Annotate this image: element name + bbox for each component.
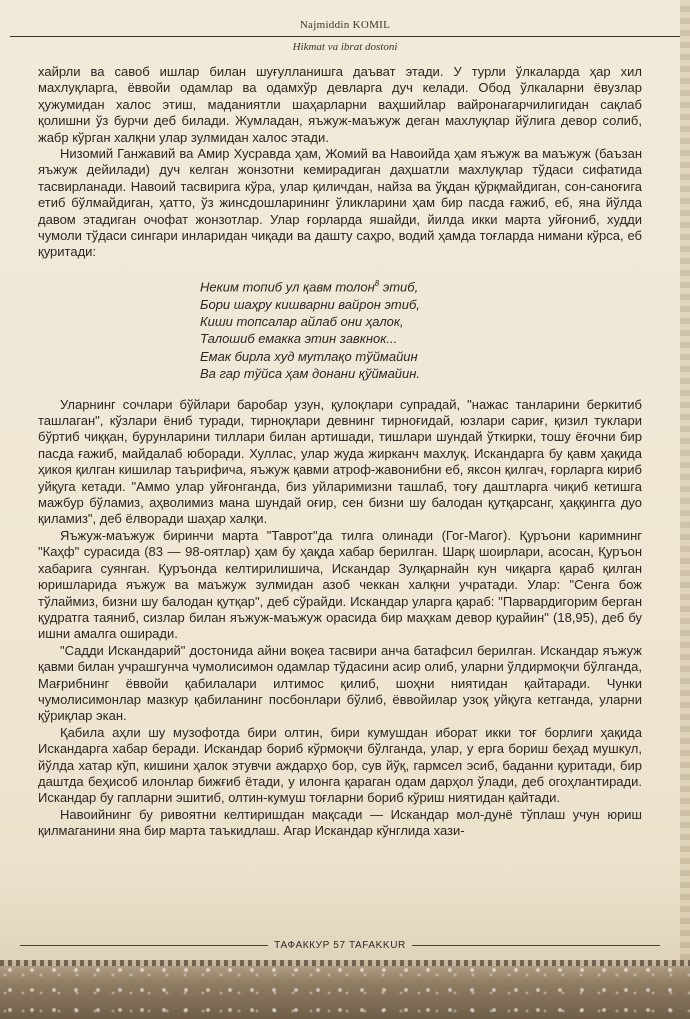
poem-line-1-text: Неким топиб ул қавм толон bbox=[200, 279, 375, 295]
footer-rule-left bbox=[20, 945, 268, 946]
footer-rule-right bbox=[412, 945, 660, 946]
poem-line-3: Киши топсалар айлаб они ҳалок, bbox=[200, 314, 404, 330]
paragraph-5: "Садди Искандарий" достонида айни воқеа тасвири анча батафсил берилган. Искандар яъжуж қавми билан учрашгунча чумолисимон одамлар тўдасини асир олиб, уларни ўлдирмоқчи бўлганда, Мағрибнинг ёввойи қабилалари илтимос қилиб, шоҳни ниятидан қайтаради. Чунки чумолисимонлар мазкур қабиланинг посбонлари бўлиб, ёввойилар узоқ уйқуга кетганда, уларни қўриқлар экан. bbox=[38, 642, 642, 724]
ornament-band bbox=[0, 960, 690, 966]
paragraph-3: Уларнинг сочлари бўйлари баробар узун, қулоқлари супрадай, "нажас танларини беркитиб ташлаган", кўзлари ёниб туради, тирноқлари девнинг тирноғидай, юзлари сариғ, қизил туклари бўртиб чиққан, бурунларини тиллари билан артишади, тишлари шундай ўткирки, тошу ёғочни бир пасда ғажиб, майдалаб юборади. Хуллас, улар жуда жирканч махлуқ. Искандарга бу қавм ҳақида ҳикоя қилган кишилар таърифича, яъжуж қавми атроф-жавонибни еб, яксон қилгач, ғорларга кириб уйқуга кетади. "Аммо улар уйғонганда, биз уйларимизни ташлаб, тоғу даштларга чиқиб кетишга мажбур бўламиз, аҳволимиз мана шундай оғир, сен бизни шу балодан қутқарсанг, ҳаққингга дуо қиламиз", деб ёлворади шаҳар халқи. bbox=[38, 396, 642, 527]
paragraph-6: Қабила аҳли шу музофотда бири олтин, бири кумушдан иборат икки тоғ борлиги ҳақида Искандарга хабар беради. Искандар бориб кўрмоқчи бўлганда, улар, у ерга бориш беҳад мушкул, йўлда хатар кўп, кишини ҳалок этувчи аждарҳо бор, сув йўқ, гармсел эсиб, баданни қуритади, бир даштда беҳисоб илонлар бижғиб ётади, у илонга қараган одам дарҳол ўлади, деб огоҳлантиради. Искандар бу гапларни эшитиб, олтин-кумуш тоғларни бориб кўриш ниятидан қайтади. bbox=[38, 724, 642, 806]
footer-label: ТАФАККУР 57 TAFAKKUR bbox=[274, 939, 406, 951]
bottom-ornament-border bbox=[0, 960, 690, 1019]
footnote-mark: 8 bbox=[374, 278, 380, 288]
poem-line-6: Ва гар тўйса ҳам донани қўймайин. bbox=[200, 366, 421, 382]
header-subtitle: Hikmat va ibrat dostoni bbox=[292, 41, 398, 53]
page-footer bbox=[20, 938, 660, 952]
poem-line-1-tail: этиб, bbox=[379, 279, 419, 295]
running-header bbox=[10, 18, 680, 58]
side-ornament-border bbox=[680, 0, 690, 960]
paragraph-1: хайрли ва савоб ишлар билан шуғулланишга даъват этади. У турли ўлкаларда ҳар хил махлуқларга, ёввойи одамлар ва одамхўр девларга дуч келади. Обод ўлкаларни ёвузлар ҳужумидан халос этиш, маданиятли шаҳарларни ваҳшийлар вайронагарчилигидан сақлаб қолишни ўз бурчи деб билади. Жумладан, яъжуж-маъжуж деган махлуқлар йўлига девор солиб, жабр кўрган халқни улар зулмидан халос этади. bbox=[38, 64, 642, 145]
poem-line-4: Талошиб емакка этин завкнок... bbox=[200, 331, 398, 347]
paragraph-4: Яъжуж-маъжуж биринчи марта "Таврот"да тилга олинади (Гог-Магог). Қуръони каримнинг "Каҳф" сурасида (83 — 98-оятлар) ҳам бу ҳақда хабар берилган. Шарқ шоирлари, асосан, Қуръон хабарига суянган. Қуръонда келтирилишича, Искандар Зулқарнайн кун чиқарга қараб қилган юришларида яъжуж ва маъжуж зулмидан азоб чеккан халқни учратади. Улар: "Сенга бож тўлаймиз, бизни шу балодан қутқар", деб сўрайди. Искандар уларга қараб: "Парвардигорим берган қудратга таяниб, сизлар билан яъжуж-маъжуж орасида бир маҳкам девор қурайин" (18,95), деб бу ишни амалга оширади. bbox=[38, 527, 642, 642]
poem-line-5: Емак бирла худ мутлақо тўймайин bbox=[200, 348, 418, 364]
header-author: Najmiddin KOMIL bbox=[299, 19, 391, 31]
poem-quote bbox=[200, 275, 642, 383]
article-body bbox=[38, 64, 642, 840]
paragraph-7: Навоийнинг бу ривоятни келтиришдан мақсади — Искандар мол-дунё тўплаш учун юриш қилмаганини яна бир марта таъкидлаш. Агар Искандар кўнглида хази- bbox=[38, 806, 642, 839]
poem-line-2: Бори шаҳру кишварни вайрон этиб, bbox=[200, 296, 420, 312]
poem-line-1 bbox=[200, 275, 642, 296]
header-rule bbox=[10, 36, 680, 37]
paragraph-2: Низомий Ганжавий ва Амир Хусравда ҳам, Жомий ва Навоийда ҳам яъжуж ва маъжуж (баъзан яъжуж дейилади) дуч келган жонзотни кемирадиган даҳшатли махлуқлар тўдаси сифатида тасвирланади. Навоий тасвирига кўра, улар қиличдан, найза ва ўқдан қўрқмайдиган, сон-саноғига етиб бўлмайдиган, ҳатто, ўз жинсдошларининг ўликларини ҳам бир пасда ғажиб, еб, яна йўлда давом этадиган очофат жонзотлар. Улар ғорларда яшайди, йилда икки марта уйғониб, худди чумоли тўдаси сингари инларидан чиқади ва даштy саҳро, водий ҳамда тоғларда нимани кўрса, еб қуритади: bbox=[38, 146, 642, 260]
